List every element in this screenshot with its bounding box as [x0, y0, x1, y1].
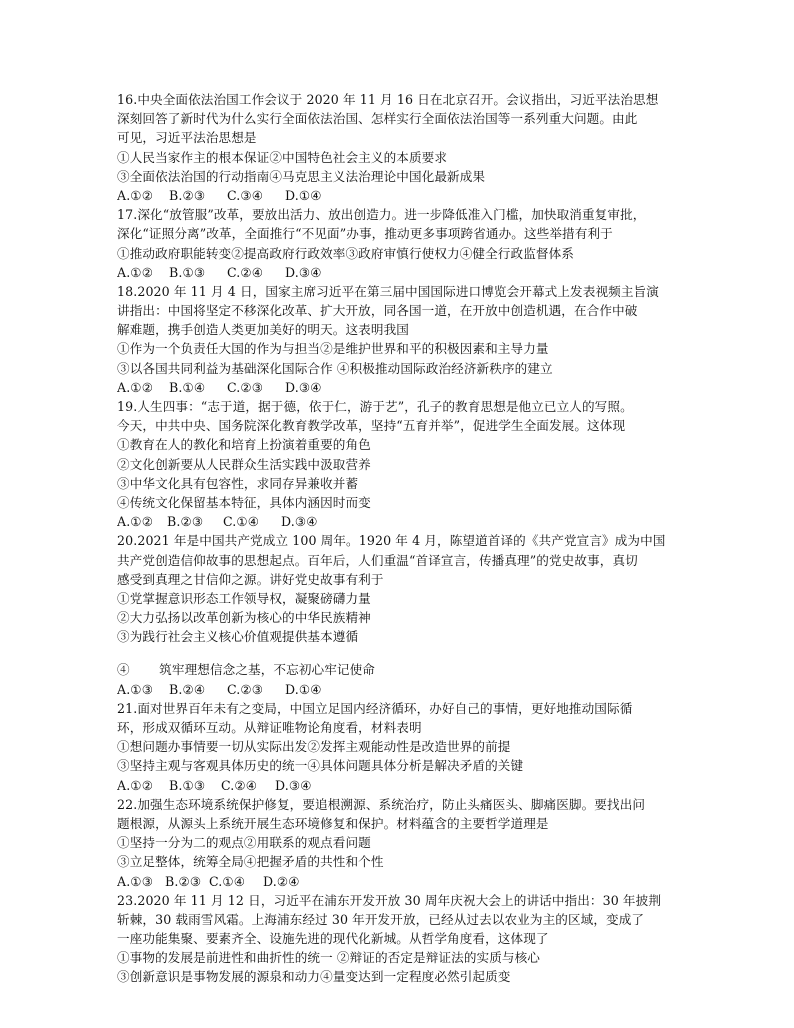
statement: ③创新意识是事物发展的源泉和动力④量变达到一定程度必然引起质变	[117, 969, 511, 985]
question-text: 23.2020 年 11 月 12 日，习近平在浦东开发开放 30 周年庆祝大会上的讲话中指出：30 年披荆	[117, 892, 662, 908]
question-text: 21.面对世界百年未有之变局，中国立足国内经济循环，办好自己的事情，更好地推动国际循	[117, 700, 633, 716]
statement: ③以各国共同利益为基础深化国际合作 ④积极推动国际政治经济新秩序的建立	[117, 360, 553, 376]
answer-option-b[interactable]: B.②③	[167, 514, 204, 530]
question-text: 22.加强生态环境系统保护修复，要追根溯源、系统治疗，防止头痛医头、脚痛医脚。要找出问	[117, 796, 646, 812]
question-22	[117, 795, 687, 891]
question-text: 17.深化“放管服”改革，要放出活力、放出创造力。进一步降低准入门槛，加快取消重复审批，	[117, 207, 646, 223]
statement: ①推动政府职能转变②提高政府行政效率③政府审慎行使权力④健全行政监督体系	[117, 245, 574, 261]
statement: ①事物的发展是前进性和曲折性的统一 ②辩证的否定是辩证法的实质与核心	[117, 950, 540, 966]
question-text: 16.中央全面依法治国工作会议于 2020 年 11 月 16 日在北京召开。会议指出，习近平法治思想	[117, 92, 659, 107]
question-20	[117, 531, 687, 699]
statement: ①想问题办事情要一切从实际出发②发挥主观能动性是改造世界的前提	[117, 739, 511, 755]
question-text: 解难题，携手创造人类更加美好的明天。这表明我国	[117, 322, 409, 338]
answer-options	[117, 512, 687, 531]
question-text: 19.人生四事：“志于道，据于德，依于仁，游于艺”，孔子的教育思想是他立已立人的写照。	[117, 399, 633, 414]
statement: ③坚持主观与客观具体历史的统一④具体问题具体分析是解决矛盾的关键	[117, 758, 524, 774]
statement: ①教育在人的教化和培育上扮演着重要的角色	[117, 437, 371, 453]
question-text: 感受到真理之甘信仰之源。讲好党史故事有利于	[117, 571, 384, 587]
statement: ③全面依法治国的行动指南④马克思主义法治理论中国化最新成果	[117, 168, 486, 184]
question-text: 18.2020 年 11 月 4 日，国家主席习近平在第三届中国国际进口博览会开幕式上发表视频主旨演	[117, 283, 659, 299]
answer-option-c[interactable]: C.②③	[227, 681, 264, 697]
answer-options	[117, 378, 687, 397]
question-text: 环，形成双循环互动。从辩证唯物论角度看，材料表明	[117, 720, 422, 735]
statement: ①党掌握意识形态工作领导权，凝聚磅礴力量	[117, 590, 371, 606]
statement: ①人民当家作主的根本保证②中国特色社会主义的本质要求	[117, 149, 448, 165]
answer-option-c[interactable]: C.②④	[221, 777, 258, 793]
answer-option-d[interactable]: D.③④	[281, 514, 318, 530]
answer-option-b[interactable]: B.②③	[165, 873, 202, 889]
question-19	[117, 397, 687, 531]
statement: ②大力弘扬以改革创新为核心的中华民族精神	[117, 610, 371, 626]
answer-options	[117, 263, 687, 282]
question-text: 深化“证照分离”改革，全面推行“不见面”办事，推动更多事项跨省通办。这些举措有利于	[117, 226, 613, 242]
question-21	[117, 699, 687, 795]
answer-option-b[interactable]: B.①④	[169, 379, 206, 395]
statement: ①坚持一分为二的观点②用联系的观点看问题	[117, 835, 371, 851]
answer-option-d[interactable]: D.③④	[285, 379, 322, 395]
question-text: 20.2021 年是中国共产党成立 100 周年。1920 年 4 月，陈望道首译的《共产党宣言》成为中国	[117, 533, 666, 549]
answer-options	[117, 186, 687, 205]
statement: ④ 筑牢理想信念之基，不忘初心牢记使命	[117, 662, 375, 678]
question-18	[117, 282, 687, 397]
answer-option-a[interactable]: A.①②	[117, 379, 154, 395]
answer-option-a[interactable]: A.①②	[117, 264, 154, 280]
answer-option-a[interactable]: A.①②	[117, 777, 154, 793]
answer-option-c[interactable]: C.①④	[223, 514, 260, 530]
statement: ①作为一个负责任大国的作为与担当②是维护世界和平的积极因素和主导力量	[117, 341, 549, 357]
question-text: 讲指出：中国将坚定不移深化改革、扩大开放，同各国一道，在开放中创造机遇，在合作中破	[117, 303, 638, 319]
statement: ③为践行社会主义核心价值观提供基本遵循	[117, 629, 359, 645]
answer-options	[117, 680, 687, 699]
answer-option-d[interactable]: D.①④	[285, 187, 322, 203]
answer-option-b[interactable]: B.②④	[169, 681, 206, 697]
answer-options	[117, 776, 687, 795]
answer-option-d[interactable]: D.②④	[263, 873, 300, 889]
answer-option-c[interactable]: C.②③	[227, 379, 264, 395]
question-text: 一座功能集聚、要素齐全、设施先进的现代化新城。从哲学角度看，这体现了	[117, 931, 549, 947]
answer-option-b[interactable]: B.①③	[169, 777, 206, 793]
answer-option-a[interactable]: A.①②	[117, 187, 154, 203]
answer-option-a[interactable]: A.①②	[117, 514, 154, 530]
statement: ④传统文化保留基本特征，具体内涵因时而变	[117, 494, 371, 510]
question-text: 可见，习近平法治思想是	[117, 130, 257, 146]
blank-gap	[117, 646, 687, 660]
question-text: 今天，中共中央、国务院深化教育教学改革，坚持“五育并举”，促进学生全面发展。这体现	[117, 418, 626, 434]
answer-option-c[interactable]: C.②④	[227, 264, 264, 280]
question-23	[117, 891, 687, 987]
answer-option-a[interactable]: A.①③	[117, 681, 154, 697]
statement: ③立足整体，统筹全局④把握矛盾的共性和个性	[117, 854, 384, 870]
answer-option-d[interactable]: D.③④	[285, 264, 322, 280]
answer-option-a[interactable]: A.①③	[117, 873, 154, 889]
answer-option-c[interactable]: C.①④	[209, 873, 246, 889]
statement: ②文化创新要从人民群众生活实践中汲取营养	[117, 456, 371, 472]
answer-option-d[interactable]: D.①④	[285, 681, 322, 697]
question-list	[117, 90, 687, 987]
answer-option-b[interactable]: B.①③	[169, 264, 206, 280]
answer-option-b[interactable]: B.②③	[169, 187, 206, 203]
answer-option-c[interactable]: C.③④	[227, 187, 264, 203]
answer-options	[117, 872, 687, 891]
statement: ③中华文化具有包容性，求同存异兼收并蓄	[117, 475, 359, 491]
question-16	[117, 90, 687, 205]
question-text: 斩棘，30 载雨雪风霜。上海浦东经过 30 年开发开放，已经从过去以农业为主的区域，变成了	[117, 911, 645, 927]
question-text: 深刻回答了新时代为什么实行全面依法治国、怎样实行全面依法治国等一系列重大问题。由此	[117, 111, 638, 127]
answer-option-d[interactable]: D.③④	[275, 777, 312, 793]
question-text: 题根源，从源头上系统开展生态环境修复和保护。材料蕴含的主要哲学道理是	[117, 815, 549, 831]
question-17	[117, 205, 687, 282]
question-text: 共产党创造信仰故事的思想起点。百年后，人们重温“首译宣言，传播真理”的党史故事，真切	[117, 552, 638, 568]
